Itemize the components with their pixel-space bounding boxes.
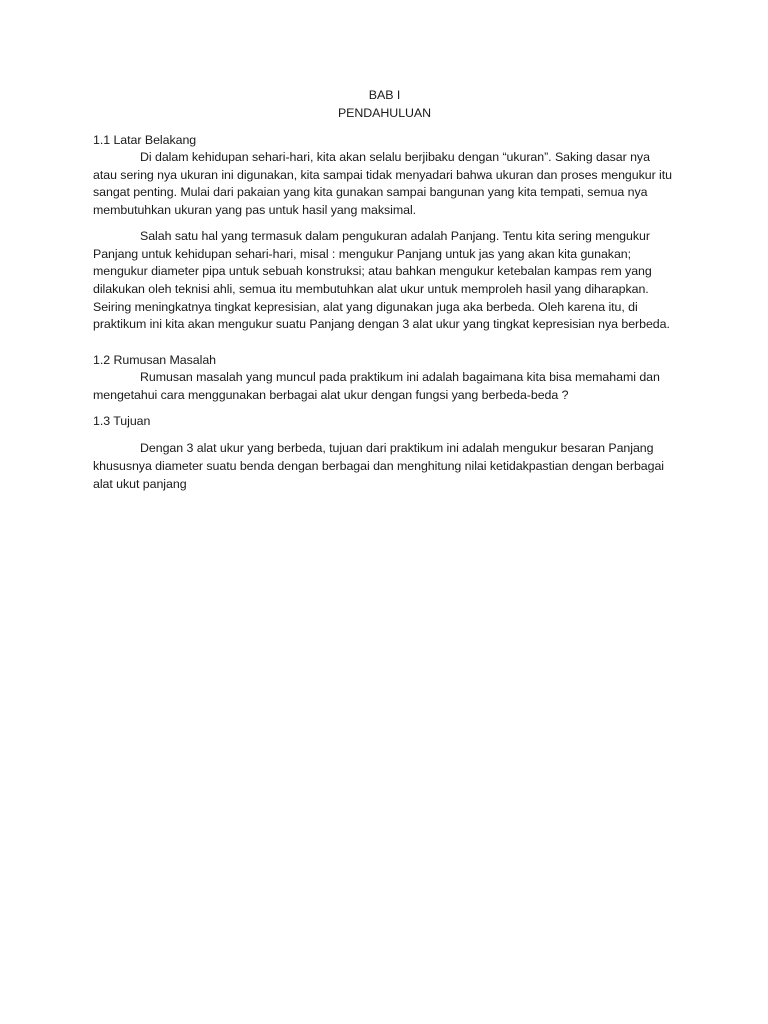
- paragraph-tujuan: Dengan 3 alat ukur yang berbeda, tujuan dari praktikum ini adalah mengukur besaran Panjang khususnya diameter suatu benda dengan berbagai dan menghitung nilai ketidakpastian dengan berbagai alat ukut panjang: [93, 441, 665, 491]
- paragraph-latar-belakang-1: Di dalam kehidupan sehari-hari, kita akan selalu berjibaku dengan “ukuran”. Saking dasar nya atau sering nya ukuran ini digunakan, kita sampai tidak menyadari bahwa ukuran dan proses mengukur itu sangat penting. Mulai dari pakaian yang kita gunakan sampai bangunan yang kita tempati, semua nya membutuhkan ukuran yang pas untuk hasil yang maksimal.: [93, 150, 672, 218]
- document-body: [93, 86, 676, 494]
- chapter-label: BAB I: [368, 88, 401, 102]
- paragraph-latar-belakang-2: Salah satu hal yang termasuk dalam pengukuran adalah Panjang. Tentu kita sering mengukur Panjang untuk kehidupan sehari-hari, misal : mengukur Panjang untuk jas yang akan kita gunakan; mengukur diameter pipa untuk sebuah konstruksi; atau bahkan mengukur ketebalan kampas rem yang dilakukan oleh teknisi ahli, semua itu membutuhkan alat ukur untuk memproleh hasil yang diharapkan. Seiring meningkatnya tingkat kepresisian, alat yang digunakan juga aka berbeda. Oleh karena itu, di praktikum ini kita akan mengukur suatu Panjang dengan 3 alat ukur yang tingkat kepresisian nya berbeda.: [93, 228, 670, 332]
- chapter-title: PENDAHULUAN: [337, 106, 432, 120]
- section-title-rumusan-masalah: 1.2 Rumusan Masalah: [93, 353, 217, 368]
- paragraph-rumusan-masalah: Rumusan masalah yang muncul pada praktikum ini adalah bagaimana kita bisa memahami dan mengetahui cara menggunakan berbagai alat ukur dengan fungsi yang berbeda-beda ?: [93, 370, 660, 402]
- section-title-tujuan: 1.3 Tujuan: [93, 414, 151, 429]
- section-title-latar-belakang: 1.1 Latar Belakang: [93, 133, 197, 147]
